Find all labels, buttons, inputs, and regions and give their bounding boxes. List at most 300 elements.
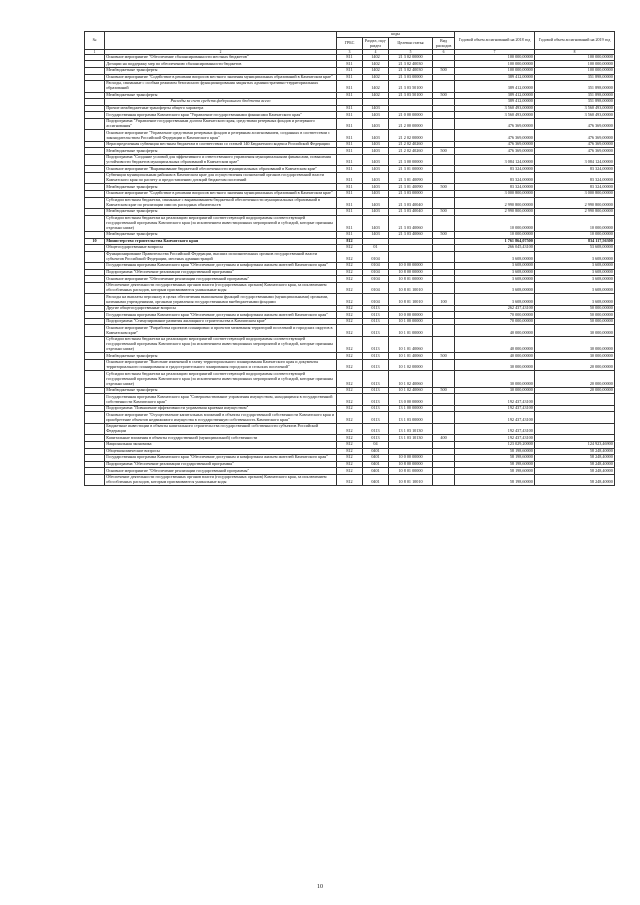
cell-2019: 351 898,00000 <box>535 92 615 99</box>
cell-number: 10 <box>85 238 105 245</box>
cell-2019: 834 117,56300 <box>535 238 615 245</box>
cell-2019: 3 608,00000 <box>535 276 615 283</box>
header-vid: Вид расходов <box>433 38 455 49</box>
cell-2018: 192 437,43100 <box>455 405 535 412</box>
cell-2018: 30 000,00000 <box>455 387 535 394</box>
table-row <box>85 154 615 166</box>
cell-vid <box>433 172 455 184</box>
cell-razdel: 1403 <box>363 118 389 130</box>
cell-target: 13 0 00 00000 <box>389 394 433 406</box>
cell-razdel: 0104 <box>363 269 389 276</box>
cell-2018: 476 369,00000 <box>455 141 535 148</box>
cell-razdel: 1402 <box>363 92 389 99</box>
cell-vid: 500 <box>433 184 455 191</box>
cell-name: Подпрограмма "Обеспечение реализации государственной программы" <box>105 461 337 468</box>
cell-vid <box>433 118 455 130</box>
cell-grbs: 811 <box>337 232 363 239</box>
cell-2018: 3 608,00000 <box>455 269 535 276</box>
cell-target: 13 1 03 00000 <box>389 412 433 424</box>
cell-2019: 83 324,00000 <box>535 172 615 184</box>
cell-grbs: 811 <box>337 61 363 68</box>
cell-razdel: 0104 <box>363 294 389 306</box>
cell-name: Основное мероприятие "Обеспечение сбалансированности местных бюджетов" <box>105 54 337 61</box>
cell-name: Основное мероприятие "Выравнивание бюджетной обеспеченности муниципальных образований в Камчатском крае" <box>105 166 337 173</box>
cell-2019: 10 000,00000 <box>535 232 615 239</box>
cell-2019: 476 369,00000 <box>535 141 615 148</box>
cell-target: 10 1 00 00000 <box>389 318 433 325</box>
cell-razdel: 0113 <box>363 423 389 435</box>
cell-razdel: 0104 <box>363 251 389 263</box>
cell-name: Основное мероприятие "Разработка проектов планировки и проектов межевания территорий поселений и городских округов в Камчатском крае" <box>105 325 337 337</box>
cell-number <box>85 251 105 263</box>
cell-vid <box>433 371 455 387</box>
cell-target: 21 3 03 40040 <box>389 197 433 209</box>
cell-target: 13 1 03 10130 <box>389 435 433 442</box>
cell-number <box>85 412 105 424</box>
cell-2019: 50 000,00000 <box>535 305 615 312</box>
cell-number <box>85 215 105 231</box>
cell-2019: 30 000,00000 <box>535 336 615 352</box>
cell-number <box>85 325 105 337</box>
cell-2018: 83 324,00000 <box>455 166 535 173</box>
cell-name: Государственная программа Камчатского края "Обеспечение доступным и комфортным жильем жителей Камчатского края" <box>105 263 337 270</box>
cell-name: Государственная программа Камчатского края "Управление государственными финансами Камчатского края" <box>105 112 337 119</box>
cell-vid: 500 <box>433 68 455 75</box>
index-cell: 7 <box>455 49 535 54</box>
cell-razdel: 1403 <box>363 190 389 197</box>
cell-target: 21 3 03 40060 <box>389 215 433 231</box>
cell-name: Субвенции муниципальным районам в Камчатском крае для осуществления полномочий органов государственной власти Камчатского края по расчету и предоставлению дотаций бюджетам поселений <box>105 172 337 184</box>
cell-vid: 500 <box>433 232 455 239</box>
cell-grbs: 812 <box>337 276 363 283</box>
cell-grbs: 811 <box>337 81 363 93</box>
cell-razdel: 1403 <box>363 112 389 119</box>
table-row <box>85 197 615 209</box>
cell-grbs: 811 <box>337 209 363 216</box>
cell-razdel: 0113 <box>363 405 389 412</box>
cell-vid: 400 <box>433 435 455 442</box>
header-name <box>105 32 337 50</box>
cell-grbs: 812 <box>337 468 363 475</box>
cell-2018: 70 000,00000 <box>455 318 535 325</box>
cell-2019: 20 000,00000 <box>535 371 615 387</box>
cell-grbs: 812 <box>337 312 363 319</box>
cell-razdel: 1403 <box>363 148 389 155</box>
cell-razdel: 0113 <box>363 318 389 325</box>
cell-grbs: 811 <box>337 197 363 209</box>
cell-2018: 192 437,43100 <box>455 423 535 435</box>
cell-grbs: 812 <box>337 305 363 312</box>
cell-2019: 58 248,40000 <box>535 461 615 468</box>
cell-2019: 100 000,00000 <box>535 54 615 61</box>
cell-name: Межбюджетные трансферты <box>105 148 337 155</box>
cell-vid <box>433 394 455 406</box>
cell-2018: 192 437,43100 <box>455 412 535 424</box>
cell-grbs: 811 <box>337 105 363 112</box>
cell-razdel: 0113 <box>363 435 389 442</box>
table-row <box>85 215 615 231</box>
cell-target: 10 8 01 10010 <box>389 474 433 486</box>
cell-2018: 476 369,00000 <box>455 118 535 130</box>
index-cell: 6 <box>433 49 455 54</box>
cell-vid <box>433 325 455 337</box>
cell-grbs: 812 <box>337 318 363 325</box>
cell-grbs: 812 <box>337 282 363 294</box>
cell-razdel: 0113 <box>363 359 389 371</box>
table-body <box>85 54 615 485</box>
cell-2019: 3 608,00000 <box>535 251 615 263</box>
cell-target: 21 2 02 40260 <box>389 141 433 148</box>
cell-2019: 3 560 493,00000 <box>535 105 615 112</box>
cell-razdel: 1402 <box>363 61 389 68</box>
cell-2019: 476 369,00000 <box>535 148 615 155</box>
cell-2019: 30 000,00000 <box>535 325 615 337</box>
cell-name: Подпрограмма "Управление государственным долгом Камчатского края, средствами резервных фондов и резервного ассигнования" <box>105 118 337 130</box>
cell-number <box>85 197 105 209</box>
cell-vid: 100 <box>433 294 455 306</box>
table-row <box>85 412 615 424</box>
cell-razdel: 1403 <box>363 209 389 216</box>
cell-razdel: 1403 <box>363 130 389 142</box>
cell-name: Подпрограмма "Стимулирование развития жилищного строительства в Камчатском крае" <box>105 318 337 325</box>
cell-razdel: 0113 <box>363 371 389 387</box>
cell-2019: 50 000,00000 <box>535 318 615 325</box>
cell-grbs: 812 <box>337 269 363 276</box>
cell-2018: 3 084 124,00000 <box>455 154 535 166</box>
cell-grbs: 812 <box>337 461 363 468</box>
index-cell: 8 <box>535 49 615 54</box>
cell-razdel: 1403 <box>363 184 389 191</box>
cell-grbs: 811 <box>337 148 363 155</box>
index-cell: 2 <box>105 49 337 54</box>
cell-2018: 100 000,00000 <box>455 68 535 75</box>
cell-2019: 3 608,00000 <box>535 269 615 276</box>
cell-vid: 500 <box>433 387 455 394</box>
cell-vid <box>433 251 455 263</box>
cell-2018: 476 369,00000 <box>455 130 535 142</box>
cell-name: Межбюджетные трансферты <box>105 353 337 360</box>
index-cell: 5 <box>389 49 433 54</box>
cell-name: Основное мероприятие "Обеспечение реализации государственной программы" <box>105 276 337 283</box>
cell-2019: 83 324,00000 <box>535 166 615 173</box>
cell-grbs: 812 <box>337 448 363 455</box>
cell-vid <box>433 197 455 209</box>
cell-grbs: 812 <box>337 371 363 387</box>
cell-razdel: 0401 <box>363 461 389 468</box>
cell-2019: 351 898,00000 <box>535 99 615 106</box>
cell-vid: 500 <box>433 353 455 360</box>
cell-vid <box>433 81 455 93</box>
cell-2019: 124 923,46900 <box>535 442 615 449</box>
table-row <box>85 325 615 337</box>
cell-target: 21 0 00 00000 <box>389 112 433 119</box>
cell-razdel: 1402 <box>363 54 389 61</box>
cell-target: 21 2 02 40260 <box>389 148 433 155</box>
cell-grbs: 812 <box>337 405 363 412</box>
cell-2018: 58 198,60000 <box>455 448 535 455</box>
cell-target: 10 0 00 00000 <box>389 263 433 270</box>
cell-2018: 389 412,00000 <box>455 99 535 106</box>
cell-2018: 3 560 493,00000 <box>455 112 535 119</box>
cell-name: Подпрограмма "Создание условий для эффективного и ответственного управления муниципальными финансами, повышения устойчивости бюджетов муниципальных образований в Камчатском крае" <box>105 154 337 166</box>
cell-grbs: 812 <box>337 455 363 462</box>
table-row <box>85 118 615 130</box>
cell-vid <box>433 215 455 231</box>
cell-grbs: 812 <box>337 359 363 371</box>
cell-name: Межбюджетные трансферты <box>105 184 337 191</box>
cell-razdel: 0113 <box>363 312 389 319</box>
header-grbs: ГРБС <box>337 38 363 49</box>
cell-name: Основное мероприятие "Управление средствами резервных фондов и резервным ассигнованием, созданных в соответствии с законодательством Российской Федерации и Камчатского края" <box>105 130 337 142</box>
cell-2018: 3 608,00000 <box>455 276 535 283</box>
cell-grbs: 812 <box>337 336 363 352</box>
cell-2018: 389 412,00000 <box>455 92 535 99</box>
cell-name: Общегосударственные вопросы <box>105 245 337 252</box>
cell-name: Другие общегосударственные вопросы <box>105 305 337 312</box>
cell-number <box>85 130 105 142</box>
cell-razdel: 1403 <box>363 154 389 166</box>
cell-grbs: 811 <box>337 184 363 191</box>
cell-grbs: 811 <box>337 172 363 184</box>
cell-razdel: 0104 <box>363 276 389 283</box>
cell-target: 10 0 00 00000 <box>389 455 433 462</box>
cell-name: Основное мероприятие "Содействие в решении вопросов местного значения муниципальных образований в Камчатском крае" <box>105 74 337 81</box>
cell-name: Государственная программа Камчатского края "Обеспечение доступным и комфортным жильем жителей Камчатского края" <box>105 455 337 462</box>
cell-razdel: 0401 <box>363 455 389 462</box>
cell-2019: 100 000,00000 <box>535 61 615 68</box>
cell-number <box>85 423 105 435</box>
cell-name: Субсидии местным бюджетам на реализацию мероприятий соответствующей подпрограммы соответствующей государственной программы Камчатского края (за исключением инвестиционных мероприятий и субсидий, которые признаны отдельно ниже) <box>105 336 337 352</box>
cell-vid <box>433 474 455 486</box>
table-row <box>85 172 615 184</box>
header-2018: Годовой объем ассигнований на 2018 год <box>455 32 535 50</box>
cell-razdel: 01 <box>363 245 389 252</box>
cell-2019: 351 898,00000 <box>535 74 615 81</box>
cell-grbs: 812 <box>337 251 363 263</box>
cell-target: 10 1 02 00000 <box>389 359 433 371</box>
cell-2018: 58 198,60000 <box>455 461 535 468</box>
cell-razdel: 0113 <box>363 336 389 352</box>
cell-name: Межбюджетные трансферты <box>105 232 337 239</box>
cell-2019: 3 608,00000 <box>535 263 615 270</box>
cell-2018: 40 000,00000 <box>455 336 535 352</box>
cell-name: Межбюджетные трансферты <box>105 209 337 216</box>
cell-2018: 100 000,00000 <box>455 61 535 68</box>
cell-grbs: 812 <box>337 238 363 245</box>
cell-target: 10 1 01 40060 <box>389 353 433 360</box>
cell-target: 21 2 00 00000 <box>389 118 433 130</box>
cell-grbs: 811 <box>337 112 363 119</box>
cell-number <box>85 282 105 294</box>
cell-name: Расходы на выплаты персоналу в целях обеспечения выполнения функций государственными (муниципальными) органами, казенными учреждениями, органами управления государственными внебюджетными фондами <box>105 294 337 306</box>
cell-target: 10 1 02 40060 <box>389 371 433 387</box>
cell-razdel: 0104 <box>363 263 389 270</box>
index-cell: 1 <box>85 49 105 54</box>
header-razdel: Раздел, под-раздел <box>363 38 389 49</box>
header-codes: коды <box>337 32 455 38</box>
table-row <box>85 251 615 263</box>
cell-name: Основное мероприятие "Содействие в решении вопросов местного значения муниципальных образований в Камчатском крае" <box>105 190 337 197</box>
cell-name: Подпрограмма "Повышение эффективности управления краевым имуществом" <box>105 405 337 412</box>
cell-2018: 2 990 800,00000 <box>455 197 535 209</box>
cell-grbs: 812 <box>337 325 363 337</box>
cell-vid <box>433 130 455 142</box>
cell-grbs: 811 <box>337 190 363 197</box>
cell-razdel: 0401 <box>363 448 389 455</box>
cell-name: Обеспечение деятельности государственных органов власти (государственных органов) Камчатского края, за исключением обособленных расходов, которым присваиваются уникальные коды <box>105 282 337 294</box>
cell-target: 21 3 03 50100 <box>389 92 433 99</box>
cell-razdel: 1403 <box>363 172 389 184</box>
cell-2019: 58 248,40000 <box>535 448 615 455</box>
cell-grbs: 812 <box>337 387 363 394</box>
cell-target: 10 8 00 00000 <box>389 461 433 468</box>
cell-grbs: 812 <box>337 294 363 306</box>
cell-vid <box>433 412 455 424</box>
budget-table <box>84 31 615 486</box>
cell-2018: 83 324,00000 <box>455 172 535 184</box>
cell-2018: 262 437,43100 <box>455 305 535 312</box>
cell-razdel: 1403 <box>363 141 389 148</box>
cell-2019: 30 000,00000 <box>535 353 615 360</box>
cell-2018: 192 437,43100 <box>455 435 535 442</box>
cell-2018: 83 324,00000 <box>455 184 535 191</box>
cell-name: Национальная экономика <box>105 442 337 449</box>
cell-name: Бюджетные инвестиции в объекты капитального строительства государственной собственности субъектов Российской Федерации <box>105 423 337 435</box>
cell-grbs: 811 <box>337 166 363 173</box>
cell-name: Функционирование Правительства Российской Федерации, высших исполнительных органов государственной власти субъектов Российской Федерации, местных администраций <box>105 251 337 263</box>
cell-2018: 10 000,00000 <box>455 215 535 231</box>
cell-vid <box>433 359 455 371</box>
cell-2019: 20 000,00000 <box>535 387 615 394</box>
cell-grbs: 812 <box>337 412 363 424</box>
cell-name: Межбюджетные трансферты <box>105 92 337 99</box>
cell-razdel: 0113 <box>363 353 389 360</box>
table-row <box>85 282 615 294</box>
cell-vid <box>433 336 455 352</box>
cell-name: Основное мероприятие "Обеспечение реализации государственной программы" <box>105 468 337 475</box>
cell-name: Подпрограмма "Обеспечение реализации государственной программы" <box>105 269 337 276</box>
cell-2018: 40 000,00000 <box>455 353 535 360</box>
index-cell: 4 <box>363 49 389 54</box>
cell-2019: 50 000,00000 <box>535 312 615 319</box>
cell-target: 21 3 03 40060 <box>389 232 433 239</box>
cell-2019: 3 608,00000 <box>535 294 615 306</box>
cell-grbs: 811 <box>337 68 363 75</box>
cell-target: 21 3 02 40030 <box>389 68 433 75</box>
cell-2018: 3 000 800,00000 <box>455 190 535 197</box>
cell-razdel: 1402 <box>363 74 389 81</box>
cell-2018: 30 000,00000 <box>455 359 535 371</box>
cell-number <box>85 81 105 93</box>
cell-target: 21 3 03 40040 <box>389 209 433 216</box>
table-row <box>85 359 615 371</box>
cell-2019: 100 000,00000 <box>535 68 615 75</box>
cell-razdel: 04 <box>363 442 389 449</box>
cell-razdel: 0113 <box>363 387 389 394</box>
cell-razdel: 0401 <box>363 468 389 475</box>
cell-2018: 266 045,43100 <box>455 245 535 252</box>
cell-name: Субсидии местным бюджетам на реализацию мероприятий соответствующей подпрограммы соответствующей государственной программы Камчатского края (за исключением инвестиционных мероприятий и субсидий, которые признаны отдельно ниже) <box>105 371 337 387</box>
cell-grbs: 812 <box>337 474 363 486</box>
cell-target: 21 3 03 00000 <box>389 190 433 197</box>
cell-target: 10 8 01 10010 <box>389 294 433 306</box>
header-2019: Годовой объем ассигнований на 2019 год <box>535 32 615 50</box>
cell-vid <box>433 282 455 294</box>
cell-grbs: 811 <box>337 74 363 81</box>
cell-grbs: 812 <box>337 435 363 442</box>
cell-vid: 500 <box>433 148 455 155</box>
cell-2018: 389 412,00000 <box>455 74 535 81</box>
cell-number <box>85 154 105 166</box>
cell-grbs: 811 <box>337 141 363 148</box>
cell-2019: 58 248,40000 <box>535 455 615 462</box>
cell-target: 10 1 01 40060 <box>389 336 433 352</box>
cell-2018: 58 198,60000 <box>455 468 535 475</box>
cell-2018: 58 198,60000 <box>455 474 535 486</box>
cell-2019 <box>535 423 615 435</box>
cell-2018: 3 608,00000 <box>455 294 535 306</box>
cell-vid <box>433 154 455 166</box>
cell-2019: 3 608,00000 <box>535 282 615 294</box>
cell-target: 10 8 01 10010 <box>389 282 433 294</box>
table-row <box>85 130 615 142</box>
cell-2018: 58 198,60000 <box>455 455 535 462</box>
cell-target: 21 3 03 50100 <box>389 81 433 93</box>
cell-target: 21 3 01 40090 <box>389 184 433 191</box>
cell-2018: 2 990 800,00000 <box>455 209 535 216</box>
cell-number <box>85 371 105 387</box>
index-cell: 3 <box>337 49 363 54</box>
cell-razdel: 1403 <box>363 105 389 112</box>
cell-razdel: 0401 <box>363 474 389 486</box>
cell-target: 21 3 00 00000 <box>389 154 433 166</box>
cell-vid: 500 <box>433 209 455 216</box>
cell-name: Расходы за счет средств федерального бюджета всего <box>105 99 337 106</box>
cell-2019: 476 369,00000 <box>535 118 615 130</box>
cell-2018: 1 761 864,07500 <box>455 238 535 245</box>
cell-grbs: 811 <box>337 118 363 130</box>
cell-2018: 40 000,00000 <box>455 325 535 337</box>
cell-target: 21 2 02 00000 <box>389 130 433 142</box>
cell-2019: 3 560 493,00000 <box>535 112 615 119</box>
cell-number <box>85 294 105 306</box>
table-row <box>85 394 615 406</box>
cell-grbs: 811 <box>337 92 363 99</box>
cell-2018: 3 608,00000 <box>455 282 535 294</box>
cell-grbs: 811 <box>337 154 363 166</box>
cell-2019: 20 000,00000 <box>535 359 615 371</box>
cell-2019: 83 324,00000 <box>535 184 615 191</box>
cell-grbs: 812 <box>337 442 363 449</box>
cell-razdel: 0104 <box>363 282 389 294</box>
cell-grbs: 811 <box>337 54 363 61</box>
cell-grbs: 812 <box>337 423 363 435</box>
cell-2018: 123 029,20000 <box>455 442 535 449</box>
cell-2018: 3 560 493,00000 <box>455 105 535 112</box>
table-row <box>85 81 615 93</box>
cell-target: 10 8 01 00000 <box>389 468 433 475</box>
cell-vid <box>433 423 455 435</box>
cell-2019: 3 084 124,00000 <box>535 154 615 166</box>
table-row <box>85 474 615 486</box>
cell-name: Прочие межбюджетные трансферты общего характера <box>105 105 337 112</box>
cell-2019: 2 990 800,00000 <box>535 197 615 209</box>
cell-2019 <box>535 412 615 424</box>
cell-2019 <box>535 394 615 406</box>
cell-name: Государственная программа Камчатского края "Совершенствование управления имуществом, находящимся в государственной собственности Камчатского края" <box>105 394 337 406</box>
cell-2018: 3 608,00000 <box>455 251 535 263</box>
cell-grbs: 812 <box>337 394 363 406</box>
